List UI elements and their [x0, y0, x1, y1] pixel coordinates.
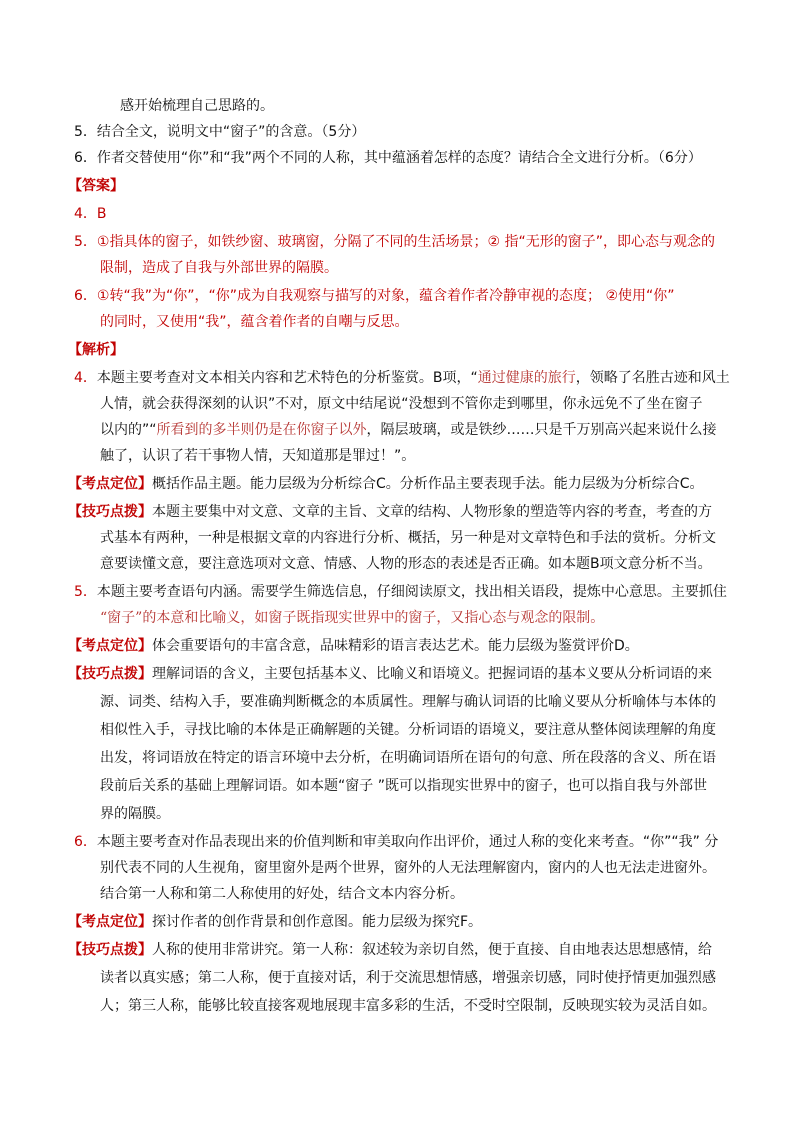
analysis-6-line-1 — [74, 830, 718, 854]
analysis-4-text-3a: 以内的”“ — [100, 422, 157, 438]
analysis-6-jiqiao-line-1 — [68, 938, 712, 962]
kaodian-text: 概括作品主题。能力层级为分析综合C。分析作品主要表现手法。能力层级为分析综合C。 — [152, 476, 704, 492]
analysis-5-jiqiao-line-5: 段前后关系的基础上理解词语。如本题“窗子 ”既可以指现实世界中的窗子，也可以指自我与外部世 — [100, 778, 707, 794]
analysis-6-jiqiao-line-3: 人；第三人称，能够比较直接客观地展现丰富多彩的生活，不受时空限制，反映现实较为灵活自如。 — [100, 998, 716, 1014]
answer-6-line-1 — [74, 284, 675, 308]
answer-5-number: 5． — [74, 234, 97, 250]
analysis-6-text-1: 本题主要考查对作品表现出来的价值判断和审美取向作出评价，通过人称的变化来考查。“你”“我” 分 — [96, 834, 719, 850]
analysis-4-jiqiao-line-1 — [68, 500, 712, 524]
analysis-5-jiqiao-line-3: 相似性入手，寻找比喻的本体是正确解题的关键。分析词语的语境义，要注意从整体阅读理解的角度 — [100, 722, 716, 738]
analysis-6-number: 6． — [74, 834, 97, 850]
jiqiao-text-1: 本题主要集中对文意、文章的主旨、文章的结构、人物形象的塑造等内容的考查，考查的方 — [152, 504, 712, 520]
jiqiao-label: 【技巧点拨】 — [68, 504, 152, 520]
jiqiao-label: 【技巧点拨】 — [68, 942, 152, 958]
analysis-6-kaodian — [68, 910, 482, 934]
jiqiao-text-1: 理解词语的含义，主要包括基本义、比喻义和语境义。把握词语的基本义要从分析词语的来 — [152, 666, 712, 682]
kaodian-label: 【考点定位】 — [68, 914, 152, 930]
answer-5-line-1 — [74, 230, 715, 254]
analysis-4-jiqiao-line-2: 式基本有两种，一种是根据文章的内容进行分析、概括，另一种是对文章特色和手法的赏析。分析文 — [100, 530, 716, 546]
kaodian-label: 【考点定位】 — [68, 638, 152, 654]
kaodian-text: 探讨作者的创作背景和创作意图。能力层级为探究F。 — [152, 914, 483, 930]
analysis-5-jiqiao-line-1 — [68, 662, 712, 686]
answer-5-text-1: ①指具体的窗子，如铁纱窗、玻璃窗，分隔了不同的生活场景；② 指“无形的窗子”，即心态与观念的 — [96, 234, 715, 250]
answer-6-number: 6． — [74, 288, 97, 304]
analysis-4-kaodian — [68, 472, 704, 496]
analysis-4-text-1b: ，领略了名胜古迹和风土 — [575, 370, 730, 386]
analysis-4-number: 4． — [74, 370, 97, 386]
question-5: 5．结合全文，说明文中“窗子”的含意。（5分） — [74, 124, 366, 140]
analysis-5-jiqiao-line-2: 源、词类、结构入手，要准确判断概念的本质属性。理解与确认词语的比喻义要从分析喻体与本体的 — [100, 694, 716, 710]
question-6: 6．作者交替使用“你”和“我”两个不同的人称，其中蕴涵着怎样的态度？请结合全文进行分析。（6分） — [74, 150, 702, 166]
analysis-6-jiqiao-line-2: 读者以真实感；第二人称，便于直接对话，利于交流思想情感，增强亲切感，同时使抒情更加强烈感 — [100, 970, 716, 986]
analysis-4-text-1a: 本题主要考查对文本相关内容和艺术特色的分析鉴赏。B项，“ — [96, 370, 478, 386]
jiqiao-text-1: 人称的使用非常讲究。第一人称：叙述较为亲切自然，便于直接、自由地表达思想感情，给 — [152, 942, 712, 958]
analysis-5-jiqiao-line-4: 出发，将词语放在特定的语言环境中去分析，在明确词语所在语句的句意、所在段落的含义、所在语 — [100, 750, 716, 766]
analysis-4-quote-1: 通过健康的旅行 — [477, 370, 576, 386]
analysis-5-text-1: 本题主要考查语句内涵。需要学生筛选信息，仔细阅读原文，找出相关语段，提炼中心意思。主要抓住 — [96, 584, 727, 600]
analysis-5-number: 5． — [74, 584, 97, 600]
analysis-4-line-3 — [100, 418, 717, 442]
analysis-6-line-3: 结合第一人称和第二人称使用的好处，结合文本内容分析。 — [100, 886, 464, 902]
analysis-6-line-2: 别代表不同的人生视角，窗里窗外是两个世界，窗外的人无法理解窗内，窗内的人也无法走进窗外。 — [100, 860, 716, 876]
analysis-5-line-1 — [74, 580, 727, 604]
analysis-4-quote-2: 所看到的多半则仍是在你窗子以外 — [156, 422, 367, 438]
answer-4: 4．B — [74, 206, 107, 222]
answer-6-line-2: 的同时，又使用“我”，蕴含着作者的自嘲与反思。 — [100, 314, 409, 330]
analysis-4-line-2: 人情，就会获得深刻的认识”不对，原文中结尾说“没想到不管你走到哪里，你永远免不了坐在窗子 — [100, 396, 703, 412]
answer-5-line-2: 限制，造成了自我与外部世界的隔膜。 — [100, 260, 338, 276]
analysis-5-line-2: “窗子”的本意和比喻义，如窗子既指现实世界中的窗子，又指心态与观念的限制。 — [100, 610, 605, 626]
answer-heading: 【答案】 — [68, 178, 124, 194]
answer-6-text-1: ①转“我”为“你”，“你”成为自我观察与描写的对象，蕴含着作者冷静审视的态度； ②使用“你” — [96, 288, 675, 304]
prev-question-tail: 感开始梳理自己思路的。 — [120, 98, 274, 114]
analysis-5-jiqiao-line-6: 界的隔膜。 — [100, 806, 170, 822]
kaodian-label: 【考点定位】 — [68, 476, 152, 492]
analysis-5-kaodian — [68, 634, 639, 658]
analysis-4-line-1 — [74, 366, 730, 390]
analysis-4-line-4: 触了，认识了若干事物人情，天知道那是罪过！”。 — [100, 448, 416, 464]
analysis-4-text-3b: ，隔层玻璃，或是铁纱……只是千万别高兴起来说什么接 — [366, 422, 717, 438]
kaodian-text: 体会重要语句的丰富含意，品味精彩的语言表达艺术。能力层级为鉴赏评价D。 — [152, 638, 639, 654]
analysis-4-jiqiao-line-3: 意要读懂文意，要注意选项对文意、情感、人物的形态的表述是否正确。如本题B项文意分析不当。 — [100, 556, 712, 572]
jiqiao-label: 【技巧点拨】 — [68, 666, 152, 682]
analysis-heading: 【解析】 — [68, 342, 124, 358]
